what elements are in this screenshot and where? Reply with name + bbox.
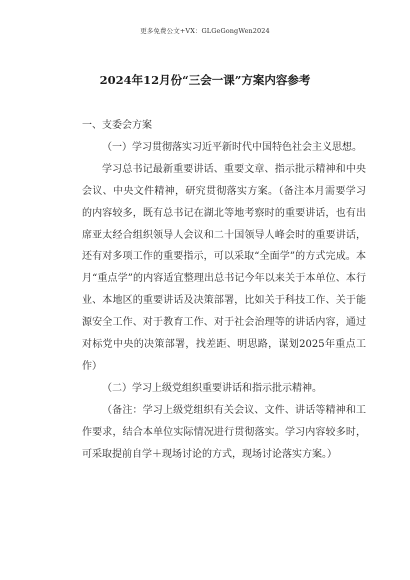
- body-paragraph: （备注：学习上级党组织有关会议、文件、讲话等精神和工作要求，结合本单位实际情况进行贯彻落实。学习内容较多时，可采取提前自学＋现场讨论的方式，现场讨论落实方案。）: [82, 404, 366, 460]
- subsection-heading: （一）学习贯彻落实习近平新时代中国特色社会主义思想。: [102, 141, 362, 153]
- section-heading: 一、支委会方案: [82, 120, 152, 131]
- document-body: [82, 115, 366, 466]
- body-paragraph: 学习总书记最新重要讲话、重要文章、指示批示精神和中央会议、中央文件精神，研究贯彻落实方案。（备注本月需要学习的内容较多，既有总书记在湖北等地考察时的重要讲话，也有出席亚太经合组织领导人会议和二十国领导人峰会时的重要讲话，还有对多项工作的重要指示，可以采取“全面学”的方式完成。本月“重点学”的内容适宜整理出总书记今年以来关于本单位、本行业、本地区的重要讲话及决策部署，比如关于科技工作、关于能源安全工作、对于教育工作、对于社会治理等的讲话内容，通过对标党中央的决策部署，找差距、明思路，谋划2025年重点工作）: [82, 163, 366, 372]
- header-note: 更多免费公文+VX：GLGeGongWen2024: [140, 27, 270, 35]
- document-title: 2024年12月份“三会一课”方案内容参考: [99, 73, 311, 87]
- subsection-heading: （二）学习上级党组织重要讲话和指示批示精神。: [102, 382, 322, 394]
